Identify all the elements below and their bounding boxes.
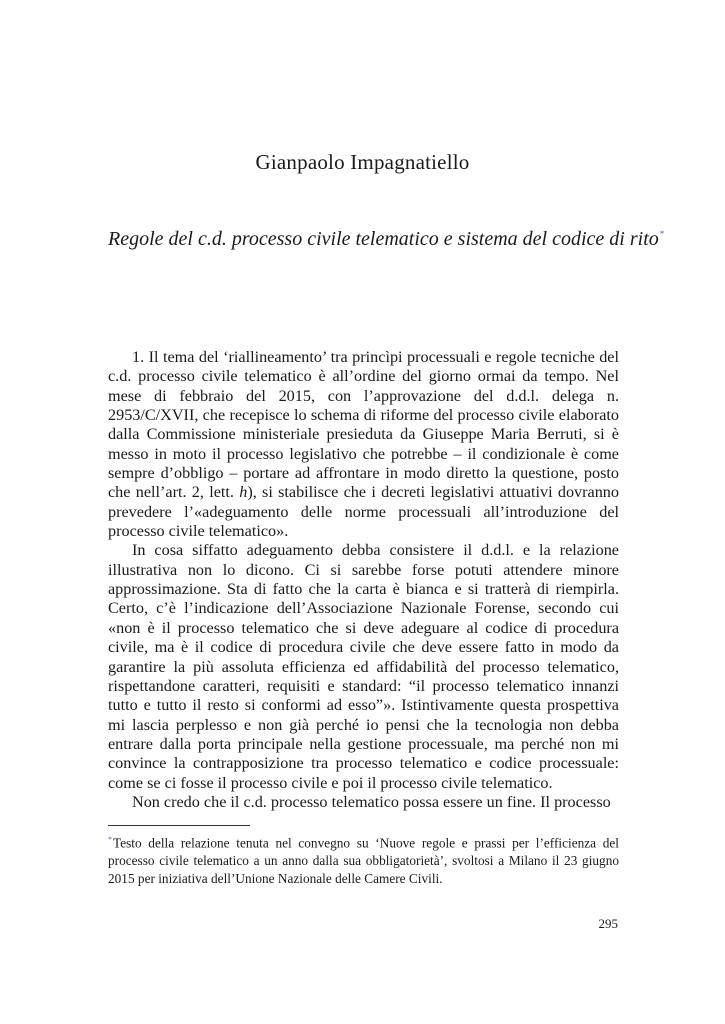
page-number: 295 — [598, 916, 618, 931]
paragraph-1-text-a: 1. Il tema del ‘riallineamento’ tra princìpi processuali e regole tecniche del c.d. processo civile telematico è all’ordine del giorno ormai da tempo. Nel mese di febbraio del 2015, con l’approvazione del d.d.l. delega n. 2953/C/XVII, che recepisce lo schema di riforme del processo civile elaborato dalla Commissione ministeriale presieduta da Giuseppe Maria Berruti, si è messo in moto il processo legislativo che potrebbe – il condizionale è come sempre d’obbligo – portare ad affrontare in modo diretto la questione, posto che nell’art. 2, lett. — [108, 348, 619, 502]
body-paragraph-1 — [108, 348, 619, 541]
footnote-separator — [108, 825, 250, 826]
article-body — [108, 348, 619, 812]
author-name: Gianpaolo Impagnatiello — [255, 150, 470, 174]
article-title — [108, 228, 665, 251]
footnote-marker: * — [108, 835, 112, 844]
body-paragraph-3: Non credo che il c.d. processo telematico possa essere un fine. Il processo — [132, 792, 611, 811]
paragraph-1-italic-letter: h — [239, 483, 248, 502]
paragraph-1-text-b: ), si stabilisce che i decreti legislativi attuativi dovranno prevedere l’«adeguamento delle norme processuali all’introduzione del processo civile telematico». — [108, 483, 619, 541]
title-footnote-marker[interactable]: * — [659, 229, 665, 240]
body-paragraph-2: In cosa siffatto adeguamento debba consistere il d.d.l. e la relazione illustrativa non lo dicono. Ci si sarebbe forse potuti attendere minore approssimazione. Sta di fatto che la carta è bianca e si tratterà di riempirla. Certo, c’è l’indicazione dell’Associazione Nazionale Forense, secondo cui «non è il processo telematico che si deve adeguare al codice di procedura civile, ma è il codice di procedura civile che deve essere fatto in modo da garantire la più assoluta efficienza ed affidabilità del processo telematico, rispettandone caratteri, requisiti e standard: “il processo telematico innanzi tutto e tutto il resto si conformi ad esso”». Istintivamente questa prospettiva mi lascia perplesso e non già perché io pensi che la tecnologia non debba entrare dalla porta principale nella gestione processuale, ma perché non mi convince la contrapposizione tra processo telematico e codice processuale: come se ci fosse il processo civile e poi il processo civile telematico. — [108, 541, 619, 792]
article-title-text: Regole del c.d. processo civile telematico e sistema del codice di rito — [108, 228, 659, 250]
footnote-text: Testo della relazione tenuta nel convegno su ‘Nuove regole e prassi per l’efficienza del processo civile telematico a un anno dalla sua obbligatorietà’, svoltosi a Milano il 23 giugno 2015 per iniziativa dell’Unione Nazionale delle Camere Civili. — [108, 835, 619, 886]
footnote — [108, 831, 619, 887]
